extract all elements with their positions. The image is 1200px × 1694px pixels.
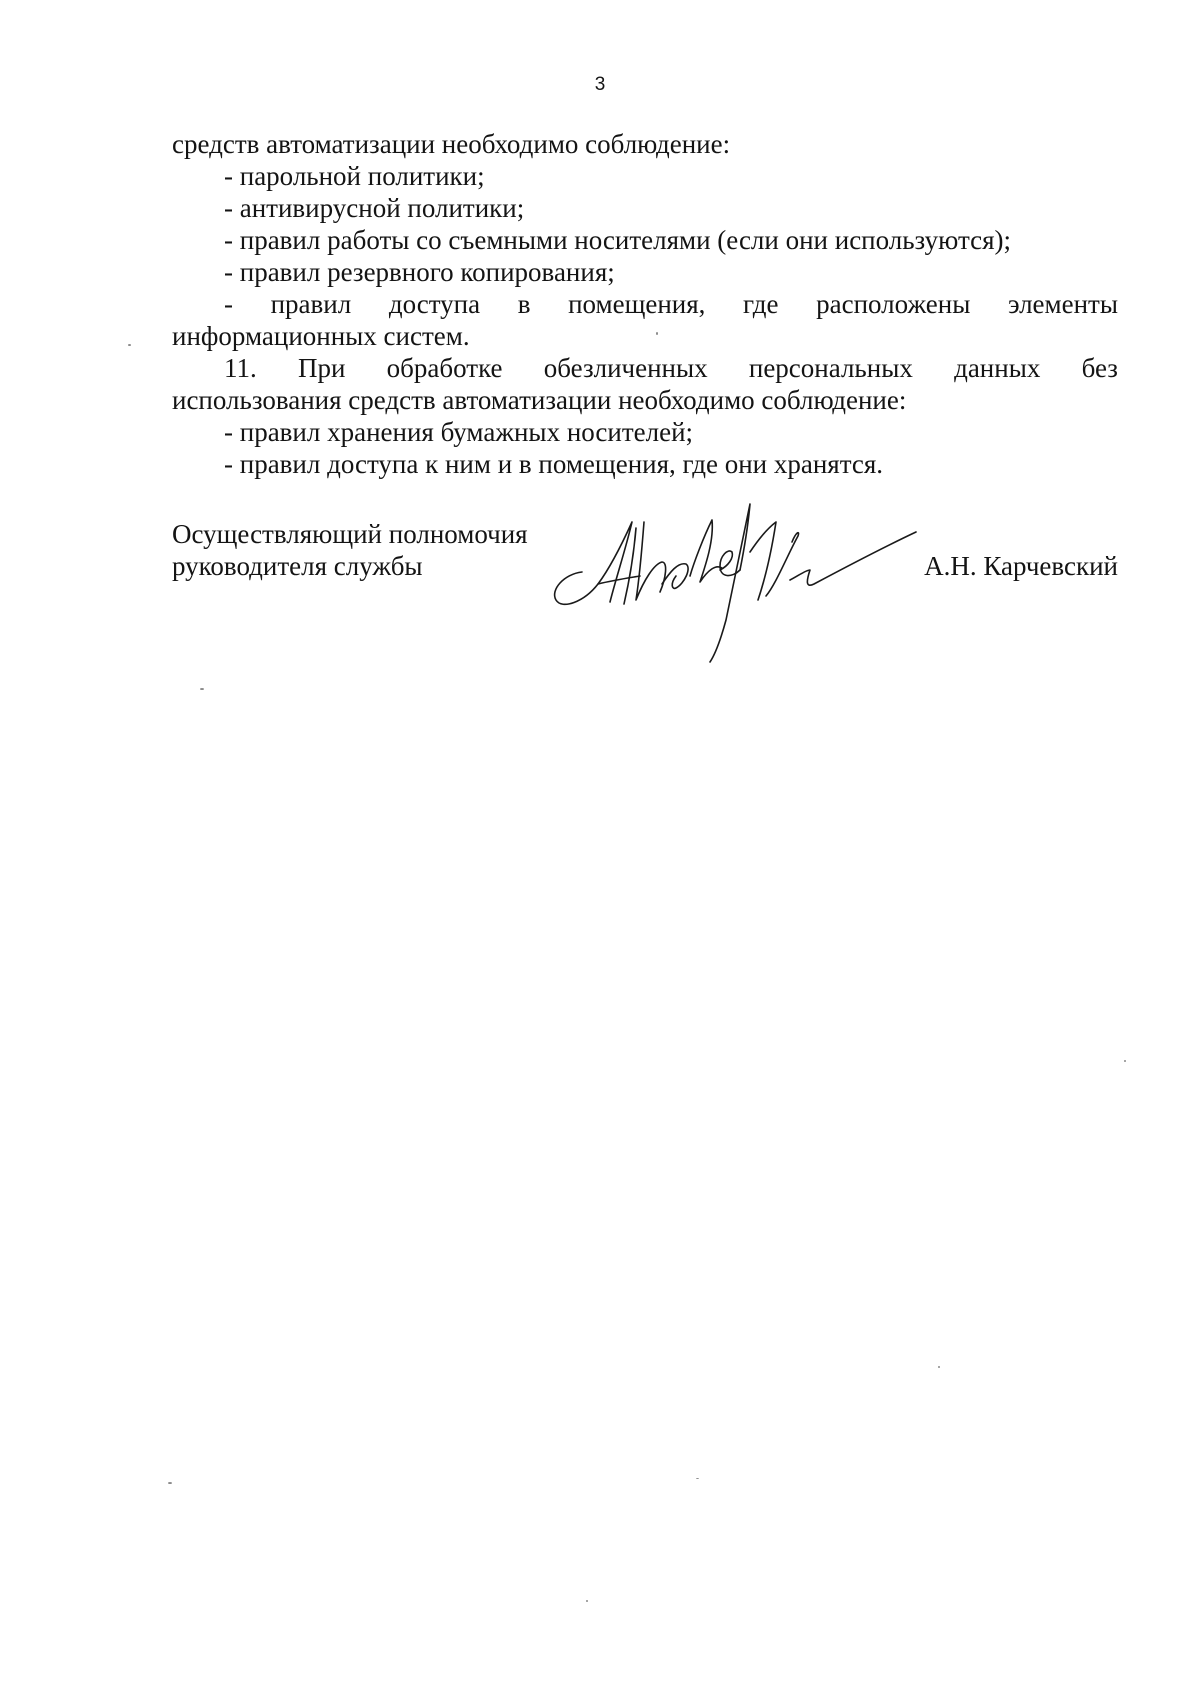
word: в — [517, 289, 531, 319]
word: доступа — [388, 289, 481, 319]
word: 11. — [224, 353, 257, 383]
scan-speck — [656, 332, 658, 335]
handwritten-signature — [544, 492, 944, 672]
page-number: 3 — [594, 74, 606, 95]
signature-block — [172, 518, 1118, 678]
paragraph-11 — [172, 352, 1118, 384]
list-item: - правил хранения бумажных носителей; — [224, 417, 694, 447]
word: где — [743, 289, 779, 319]
scan-speck — [938, 1366, 940, 1368]
signer-name: А.Н. Карчевский — [924, 551, 1118, 581]
signer-title-line: Осуществляющий полномочия — [172, 519, 528, 549]
word: персональных — [748, 353, 913, 383]
word: помещения, — [568, 289, 706, 319]
word: - — [224, 289, 233, 319]
list-item: - парольной политики; — [224, 161, 485, 191]
word: без — [1081, 353, 1118, 383]
scan-speck — [696, 1478, 699, 1479]
scan-speck — [586, 1600, 588, 1602]
scan-speck — [128, 344, 131, 346]
list-item: - антивирусной политики; — [224, 193, 525, 223]
scan-speck — [168, 1482, 172, 1484]
word: При — [297, 353, 346, 383]
list-item-continuation: информационных систем. — [172, 321, 470, 351]
document-body — [172, 128, 1118, 480]
paragraph-intro: средств автоматизации необходимо соблюдение: — [172, 129, 731, 159]
list-item: - правил доступа к ним и в помещения, где они хранятся. — [224, 449, 883, 479]
word: данных — [954, 353, 1041, 383]
word: обезличенных — [543, 353, 708, 383]
list-item-access-rules — [172, 288, 1118, 320]
paragraph-11-continuation: использования средств автоматизации необходимо соблюдение: — [172, 385, 907, 415]
list-item: - правил резервного копирования; — [224, 257, 615, 287]
signer-title — [172, 518, 528, 582]
scan-speck — [200, 688, 204, 690]
word: элементы — [1007, 289, 1118, 319]
word: правил — [270, 289, 352, 319]
word: обработке — [386, 353, 503, 383]
list-item: - правил работы со съемными носителями (если они используются); — [224, 225, 1011, 255]
signer-title-line: руководителя службы — [172, 551, 423, 581]
word: расположены — [816, 289, 971, 319]
scan-speck — [1124, 1060, 1126, 1062]
